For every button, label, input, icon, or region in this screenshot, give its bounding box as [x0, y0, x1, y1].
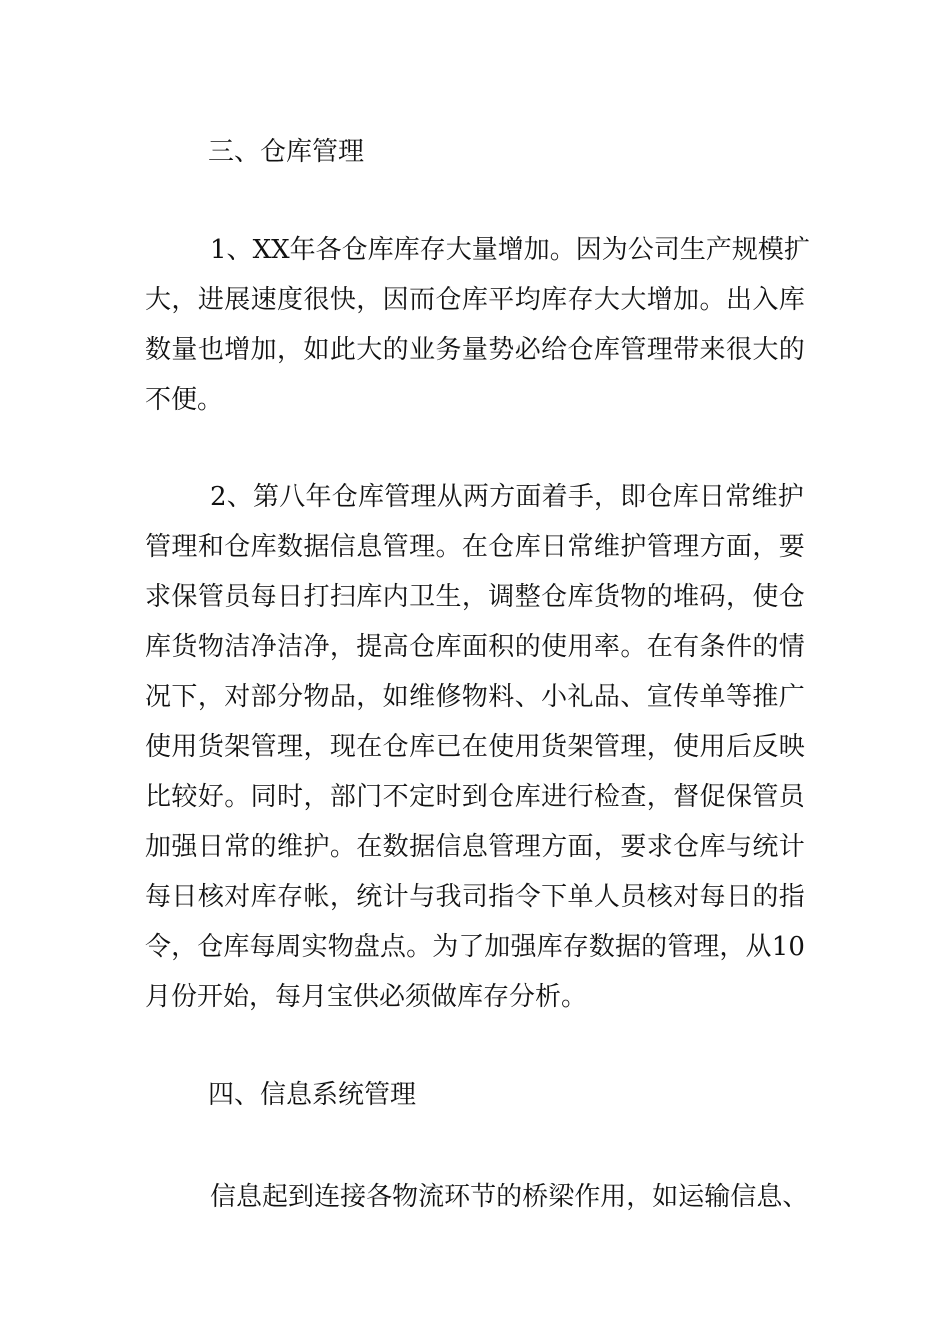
section-heading-information-system-management: 四、信息系统管理 — [208, 1080, 417, 1110]
paragraph-1-line-1: 1 、 X X 年 各 仓 库 库 存 大 量 增 加 。 因 为 公 司 生 产 规 模 扩 — [210, 235, 810, 265]
paragraph-2-line-8: 加 强 日 常 的 维 护 。 在 数 据 信 息 管 理 方 面 ， 要 求 仓 库 与 统 计 — [145, 832, 805, 862]
paragraph-2-line-7: 比 较 好 。 同 时 ， 部 门 不 定 时 到 仓 库 进 行 检 查 ， 督 促 保 管 员 — [145, 782, 805, 812]
paragraph-1-line-4: 不便。 — [145, 385, 224, 415]
paragraph-2-line-9: 每 日 核 对 库 存 帐 ， 统 计 与 我 司 指 令 下 单 人 员 核 对 每 日 的 指 — [145, 882, 805, 912]
paragraph-2-line-3: 求 保 管 员 每 日 打 扫 库 内 卫 生 ， 调 整 仓 库 货 物 的 堆 码 ， 使 仓 — [145, 582, 805, 612]
paragraph-1-line-3: 数 量 也 增 加 ， 如 此 大 的 业 务 量 势 必 给 仓 库 管 理 带 来 很 大 的 — [145, 335, 805, 365]
paragraph-2-line-6: 使 用 货 架 管 理 ， 现 在 仓 库 已 在 使 用 货 架 管 理 ， 使 用 后 反 映 — [145, 732, 805, 762]
section-heading-warehouse-management: 三、仓库管理 — [208, 137, 365, 167]
paragraph-2-line-5: 况 下 ， 对 部 分 物 品 ， 如 维 修 物 料 、 小 礼 品 、 宣 传 单 等 推 广 — [145, 682, 805, 712]
paragraph-2-line-4: 库 货 物 洁 净 洁 净 ， 提 高 仓 库 面 积 的 使 用 率 。 在 有 条 件 的 情 — [145, 632, 805, 662]
paragraph-1-line-2: 大 ， 进 展 速 度 很 快 ， 因 而 仓 库 平 均 库 存 大 大 增 加 。 出 入 库 — [145, 285, 805, 315]
paragraph-2-line-2: 管 理 和 仓 库 数 据 信 息 管 理 。 在 仓 库 日 常 维 护 管 理 方 面 ， 要 — [145, 532, 805, 562]
paragraph-3-line-1: 信 息 起 到 连 接 各 物 流 环 节 的 桥 梁 作 用 ， 如 运 输 信 息 、 — [210, 1182, 809, 1212]
paragraph-2-line-11: 月份开始，每月宝供必须做库存分析。 — [145, 982, 588, 1012]
paragraph-2-line-1: 2 、 第 八 年 仓 库 管 理 从 两 方 面 着 手 ， 即 仓 库 日 常 维 护 — [210, 482, 804, 512]
paragraph-2-line-10: 令 ， 仓 库 每 周 实 物 盘 点 。 为 了 加 强 库 存 数 据 的 管 理 ， 从 1 0 — [145, 932, 805, 962]
